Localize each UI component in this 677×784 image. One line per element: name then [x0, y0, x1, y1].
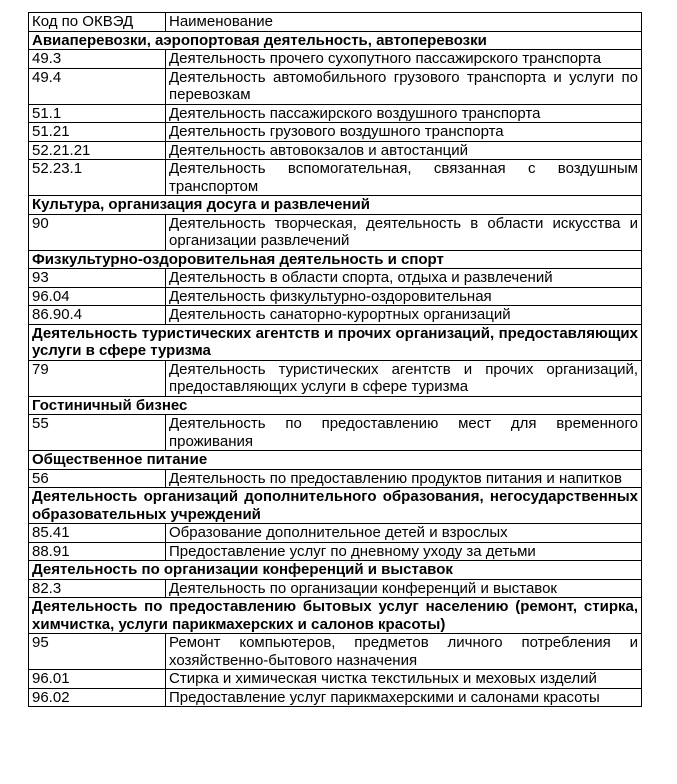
okved-code: 51.21: [29, 123, 166, 142]
table-row: [29, 160, 642, 196]
okved-code: 95: [29, 634, 166, 670]
okved-code: 96.04: [29, 287, 166, 306]
okved-name: Предоставление услуг парикмахерскими и салонами красоты: [166, 688, 642, 707]
table-body: [29, 31, 642, 707]
section-title: Общественное питание: [29, 451, 642, 470]
table-row: [29, 306, 642, 325]
okved-code: 55: [29, 415, 166, 451]
header-row: [29, 13, 642, 32]
okved-code: 49.3: [29, 50, 166, 69]
section-row: [29, 31, 642, 50]
table-row: [29, 542, 642, 561]
okved-name: Деятельность творческая, деятельность в области искусства и организации развлечений: [166, 214, 642, 250]
section-row: [29, 598, 642, 634]
okved-code: 52.21.21: [29, 141, 166, 160]
okved-name: Деятельность по предоставлению мест для временного проживания: [166, 415, 642, 451]
section-row: [29, 196, 642, 215]
table-row: [29, 287, 642, 306]
table-row: [29, 50, 642, 69]
okved-name: Деятельность санаторно-курортных организаций: [166, 306, 642, 325]
okved-name: Предоставление услуг по дневному уходу за детьми: [166, 542, 642, 561]
okved-name: Деятельность туристических агентств и прочих организаций, предоставляющих услуги в сфере туризма: [166, 360, 642, 396]
okved-name: Деятельность грузового воздушного транспорта: [166, 123, 642, 142]
table-row: [29, 634, 642, 670]
section-row: [29, 250, 642, 269]
table-row: [29, 141, 642, 160]
okved-name: Деятельность по предоставлению продуктов питания и напитков: [166, 469, 642, 488]
table-row: [29, 688, 642, 707]
section-row: [29, 451, 642, 470]
table-row: [29, 579, 642, 598]
section-title: Деятельность туристических агентств и прочих организаций, предоставляющих услуги в сфере туризма: [29, 324, 642, 360]
okved-name: Ремонт компьютеров, предметов личного потребления и хозяйственно-бытового назначения: [166, 634, 642, 670]
table-row: [29, 524, 642, 543]
okved-code: 79: [29, 360, 166, 396]
section-title: Деятельность по организации конференций и выставок: [29, 561, 642, 580]
okved-table: [28, 12, 642, 707]
section-title: Деятельность организаций дополнительного образования, негосударственных образовательных учреждений: [29, 488, 642, 524]
okved-name: Деятельность автовокзалов и автостанций: [166, 141, 642, 160]
table-row: [29, 123, 642, 142]
okved-name: Деятельность по организации конференций и выставок: [166, 579, 642, 598]
section-row: [29, 561, 642, 580]
okved-code: 93: [29, 269, 166, 288]
okved-code: 82.3: [29, 579, 166, 598]
okved-code: 56: [29, 469, 166, 488]
okved-code: 90: [29, 214, 166, 250]
section-row: [29, 324, 642, 360]
okved-name: Деятельность пассажирского воздушного транспорта: [166, 104, 642, 123]
section-title: Деятельность по предоставлению бытовых услуг населению (ремонт, стирка, химчистка, услуги парикмахерских и салонов красоты): [29, 598, 642, 634]
okved-name: Образование дополнительное детей и взрослых: [166, 524, 642, 543]
okved-code: 52.23.1: [29, 160, 166, 196]
okved-code: 96.02: [29, 688, 166, 707]
okved-name: Деятельность в области спорта, отдыха и развлечений: [166, 269, 642, 288]
okved-name: Деятельность автомобильного грузового транспорта и услуги по перевозкам: [166, 68, 642, 104]
section-title: Гостиничный бизнес: [29, 396, 642, 415]
okved-code: 88.91: [29, 542, 166, 561]
okved-code: 51.1: [29, 104, 166, 123]
table-row: [29, 68, 642, 104]
okved-code: 86.90.4: [29, 306, 166, 325]
section-title: Авиаперевозки, аэропортовая деятельность, автоперевозки: [29, 31, 642, 50]
header-name: Наименование: [166, 13, 642, 32]
table-row: [29, 269, 642, 288]
okved-code: 96.01: [29, 670, 166, 689]
okved-code: 49.4: [29, 68, 166, 104]
section-row: [29, 396, 642, 415]
table-row: [29, 104, 642, 123]
table-row: [29, 469, 642, 488]
okved-code: 85.41: [29, 524, 166, 543]
okved-name: Деятельность вспомогательная, связанная с воздушным транспортом: [166, 160, 642, 196]
table-row: [29, 360, 642, 396]
okved-name: Деятельность прочего сухопутного пассажирского транспорта: [166, 50, 642, 69]
header-code: Код по ОКВЭД: [29, 13, 166, 32]
okved-name: Деятельность физкультурно-оздоровительная: [166, 287, 642, 306]
table-row: [29, 670, 642, 689]
section-title: Физкультурно-оздоровительная деятельность и спорт: [29, 250, 642, 269]
section-title: Культура, организация досуга и развлечений: [29, 196, 642, 215]
table-row: [29, 415, 642, 451]
table-row: [29, 214, 642, 250]
okved-name: Стирка и химическая чистка текстильных и меховых изделий: [166, 670, 642, 689]
section-row: [29, 488, 642, 524]
